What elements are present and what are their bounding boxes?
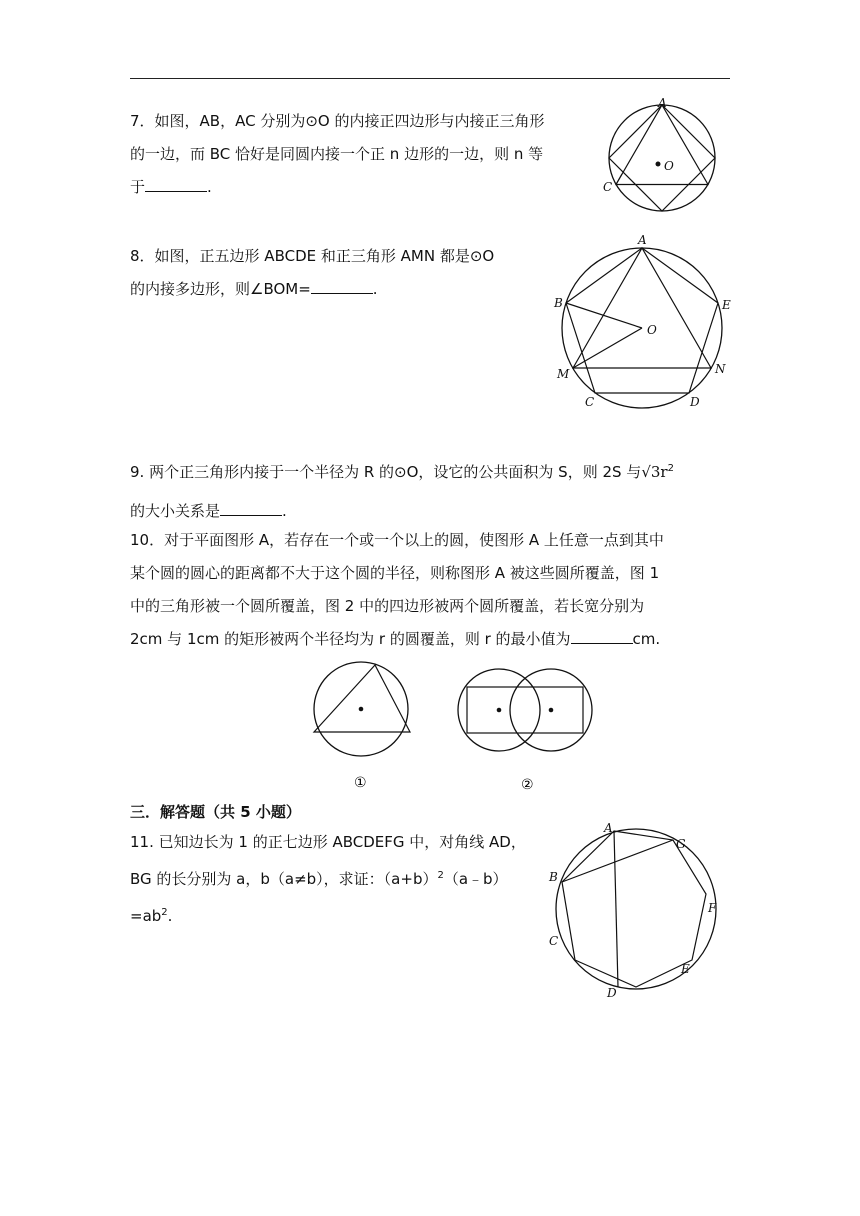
q8-triangle-amn — [573, 248, 711, 368]
question-11 — [130, 826, 526, 933]
q8-label-n: N — [715, 362, 726, 376]
q11-label-f: F — [708, 901, 717, 915]
q11-label-a: A — [604, 821, 613, 835]
q7-label-a: A — [658, 96, 667, 110]
q8-figure — [548, 228, 738, 413]
answer-blank-9[interactable] — [220, 497, 282, 516]
q11-diagonal-bg — [562, 840, 673, 882]
q7-figure — [596, 92, 726, 220]
section-3-heading: 三．解答题（共 5 小题） — [130, 803, 301, 821]
q11-diagonal-ad — [614, 831, 618, 987]
q8-label-a: A — [638, 233, 647, 247]
fig2-right-center — [549, 708, 554, 713]
q8-pentagon — [566, 248, 718, 393]
q9-line-1: 9. 两个正三角形内接于一个半径为 R 的⊙O，设它的公共面积为 S，则 2S 与$√3r^2$ — [130, 463, 674, 481]
fig2-label: ② — [521, 777, 534, 793]
q8-label-e: E — [722, 298, 731, 312]
q11-circle — [556, 829, 716, 989]
fig1-label: ① — [354, 775, 367, 790]
q11-label-g: G — [676, 837, 686, 851]
fig1-center-point — [359, 707, 364, 712]
q10-line-2: 某个圆的圆心的距离都不大于这个圆的半径，则称图形 A 被这些圆所覆盖，图 1 — [130, 564, 660, 582]
q11-label-b: B — [549, 870, 558, 884]
q10-figure-1 — [305, 660, 420, 790]
header-rule — [130, 78, 730, 79]
q11-line-1: 11. 已知边长为 1 的正七边形 ABCDEFG 中，对角线 AD， — [130, 833, 526, 851]
question-7 — [130, 105, 544, 204]
answer-blank-10[interactable] — [571, 625, 633, 644]
q7-circle — [609, 105, 715, 211]
q8-segment-bo — [566, 303, 642, 328]
q11-label-d: D — [607, 986, 617, 1000]
q8-label-o: O — [647, 323, 657, 337]
q11-figure — [540, 820, 725, 1000]
q11-line-2: BG 的长分别为 a，b（a≠b），求证：$(a+b)^2(a﹣b)$ — [130, 870, 508, 888]
answer-blank-7[interactable] — [145, 173, 207, 192]
answer-blank-8[interactable] — [311, 275, 373, 294]
q10-line-1: 10．对于平面图形 A，若存在一个或一个以上的圆，使图形 A 上任意一点到其中 — [130, 531, 664, 549]
q7-label-o: O — [664, 159, 674, 173]
sqrt-expression: √3r — [641, 463, 668, 481]
q10-line-4: 2cm 与 1cm 的矩形被两个半径均为 r 的圆覆盖，则 r 的最小值为 cm. — [130, 623, 664, 656]
fig2-left-center — [497, 708, 502, 713]
q10-figure-2 — [455, 660, 600, 795]
q7-label-c: C — [603, 180, 613, 194]
q8-line-1: 8．如图，正五边形 ABCDE 和正三角形 AMN 都是⊙O — [130, 247, 495, 265]
q11-label-e: E — [681, 962, 690, 976]
q8-label-d: D — [690, 395, 700, 409]
q7-inscribed-triangle — [616, 105, 708, 185]
q9-line-2: 的大小关系是 . — [130, 495, 674, 528]
q11-label-c: C — [549, 934, 559, 948]
q7-line-2: 的一边，而 BC 恰好是同圆内接一个正 n 边形的一边，则 n 等 — [130, 145, 544, 163]
fig2-rectangle — [467, 687, 583, 733]
question-8 — [130, 240, 494, 306]
q10-line-3: 中的三角形被一个圆所覆盖，图 2 中的四边形被两个圆所覆盖，若长宽分别为 — [130, 597, 645, 615]
q7-line-1: 7．如图，AB，AC 分别为⊙O 的内接正四边形与内接正三角形 — [130, 112, 545, 130]
q7-center-point — [656, 162, 661, 167]
q7-line-3: 于 . — [130, 171, 544, 204]
q7-segment-bc — [616, 174, 622, 185]
q8-label-b: B — [554, 296, 563, 310]
q8-label-c: C — [585, 395, 595, 409]
q11-line-3: $=ab^2$. — [130, 907, 173, 925]
q8-label-m: M — [557, 367, 570, 381]
q8-segment-mo — [573, 328, 642, 368]
q8-line-2: 的内接多边形，则∠BOM= . — [130, 273, 494, 306]
question-10 — [130, 524, 664, 656]
question-9 — [130, 452, 674, 528]
